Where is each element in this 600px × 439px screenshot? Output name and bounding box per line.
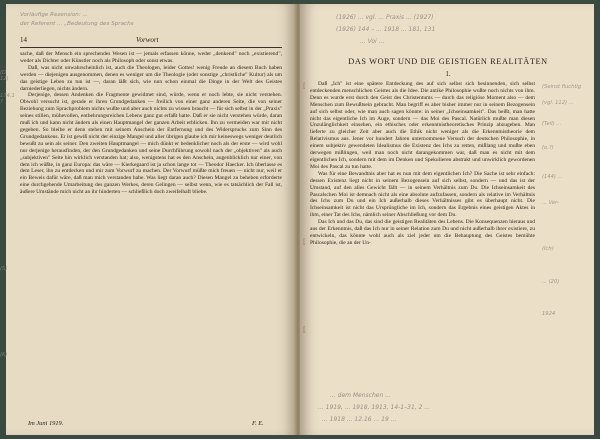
pencil-note: ... dem Menschen ...	[330, 392, 391, 399]
pencil-note: (Seinst fluchtig	[542, 84, 582, 90]
pencil-note: ... 1919, ... 1918, 1913, 14-1–31, 2 ...	[318, 404, 431, 411]
pencil-note: (K)	[0, 352, 8, 359]
paragraph: Was für eine Bewandtnis aber hat es nun mit dem eigentlichen Ich? Die Sache ist sehr einfach: dessen Existenz liegt nicht in seinem Bezogensein auf sich selbst, sondern — und das ist der Umstand, auf den alles Gewicht fällt — in seinem Verhältnis zum Du. Die Ichseinsamkeit des Pascalschen Moi ist demnach nicht als eine absolute aufzufassen, sondern als relative im Verhältnis des Ichs zum Du und ein Ich außerhalb dieses Verhältnisses gibt es überhaupt nicht. Die Ichseinsamkeit ist nicht das Ursprüngliche im Ich, sondern das Ergebnis eines geistigen Aktes in ihm, einer Tat des Ichs, nämlich seiner Abschließung vor dem Du.	[310, 170, 535, 219]
pencil-note: ... Ver-	[542, 200, 559, 207]
pencil-note: (Ich)	[542, 246, 554, 253]
pencil-note: (1926) ... vgl. ... Praxis ... (1927)	[336, 14, 434, 21]
date-line: Im Juni 1919.	[28, 420, 64, 427]
pencil-note: (D 12)	[0, 70, 9, 83]
pencil-note: (S)	[0, 265, 8, 272]
running-head: Vorwort	[136, 36, 159, 44]
pencil-note: ... Voi ...	[360, 38, 385, 45]
pencil-margin-notes	[0, 60, 14, 358]
author-initials: F. E.	[252, 420, 264, 427]
pencil-note: (o.?)	[542, 145, 554, 152]
section-number: 1.	[445, 70, 451, 78]
paragraph: Das Ich und das Du, das sind die geistigen Realitäten des Lebens. Die Konsequenzen hieraus und aus der Erkenntnis, daß das Ich nur in seiner Relation zum Du und nicht außerhalb ihrer existiere, zu entwickeln, das könnte wohl auch als ziel jeder um die Behauptung des Geistes bemühte Philosophie, die an der Un-	[310, 219, 535, 246]
chapter-title: DAS WORT UND DIE GEISTIGEN REALITÄTEN	[348, 57, 548, 66]
pencil-note: ... 1918 ... 12.16 ... 19 ...	[322, 416, 397, 423]
pencil-margin-notes	[542, 84, 594, 318]
page-number: 14	[20, 36, 27, 44]
pencil-bracket: [	[303, 238, 306, 246]
pencil-note: (1926) 144 – ... 1918 ... 181, 131	[336, 26, 436, 33]
paragraph: Daß, was nicht unwahrscheinlich ist, auch die Theologen, leider Gottes! wenig Freude an diesem Buch haben werden — diejenigen ausgenommen, denen es weniger um die Theologie (oder sonstige „christliche" Kultur) als um das geistige Leben zu tun ist —, daran läßt sich, wie nun schon einmal die Dinge in der Welt des Geistes darniederliegen, nichts ändern.	[20, 64, 282, 92]
paragraph: Daß „Ich" ist eine spätere Entdeckung des auf sich selbst sich besinnenden, sich selbst entdeckenden menschlichen Geistes als die Idee. Die antike Philosophie wußte noch nichts von ihm. Denn es wurde erst durch den Geist des Christentums — durch das religiöse Moment also — dem Menschen zum Bewußtsein gebracht. Man begriff es aber bisher immer nur in seinem Bezogensein auf sich selbst oder, wie man auch sagen könnte: in seiner „Ichseinsamkeit". Das heißt, man hatte nicht das eigentliche Ich im Auge, sondern — das Moi des Pascal. Natürlich mußte man diesen Unzulänglichkeit einsehen, ein ethisches oder erkenntnistheoretisches Prinzip abzugeben. Man lieferte zu gleicher Zeit aber auch die Ethik nicht weniger als die Erkenntnistheorie dem Relativismus aus. Jener vor hundert Jahren unternommene Versuch der deutschen Philosophie, in einem subjektiv gewendeten Idealismus die Existenz des Ichs zu retten, mißlang und mußte eben derwegen mißlingen, weil man noch nicht darangekommen war, daß man es nicht mit dem eigentlichen Ich, sondern mit dem im Denken und Spekulieren abstrakt und unwirklich gewordenen Moi des Pascal zu tun hatte.	[310, 81, 535, 170]
pencil-note: 174,1 ?	[0, 92, 15, 106]
header-rule	[20, 47, 282, 48]
pencil-note: der Referent ... „Bedeutung des Sprachs	[20, 21, 134, 27]
pencil-note: (vgl. 112) ...	[542, 100, 574, 107]
paragraph: Derjenige, dessen Andenken die Fragmente gewidmet sind, würde, wenn er noch lebte, sie nicht verstehen. Obwohl versucht ist, gerade er ihren Grundgedanken — freilich von einer ganz anderen Seite, die von seiner Beziehung zum Sprachproblem nichts wußte und aber auch nichts zu wissen braucht — für sich selbst in der „Praxis" seines stillen, mühevollen, entbehrungsreichen Lebens ganz gut erfaßt hatte. Daß er sie nicht verstehen würde, daran muß ich und kann nicht ändern als einen Hauptmangel der ganzen Arbeit erblicken. Ihn zu vermeiden war mir nicht gegeben. So bleibe er denn stehen mit seinem Anschein der Entfernung und des Widerspruchs zum Sinn des Grundgedankens. Er ist gewiß nicht der einzige Mangel und aller übrigen glaube ich mir keineswegs weniger deutlich bewußt zu sein als seiner. Den zweiten Hauptmangel — mich dünkt er bedenklicher noch als der erste — wird wohl nur derjenige herausfinden, der den Grundgedanken und seine Durchführung sowohl nach der „objektiven" als auch „subjektiven" Seite hin wirklich verstanden hat; also, wenigstens hat es den Anschein, augenblicklich nur einer, von dem ich wüßte, in ganz Europa: das wäre — Kierkegaard ist ja schon lange tot — Theodor Haecker. Ich überlasse es dem Leser, ihn zu entdecken und mir zum Vorwurf zu machen. Der Vorwurf müßte mich freuen — nicht nur, weil er ein Beweis dafür wäre, daß man mich verstanden habe. Was liegt daran auch? Diesen Mangel zu beheben erforderte eine durchgehende Umarbeitung des ganzen Werkes, deren Gelingen — selbst wenn, wie es tatsächlich der Fall ist, äußere Umstände mich nicht an ihr hinderten — schließlich doch zweifelhaft bliebe.	[20, 92, 283, 196]
body-text	[20, 51, 282, 196]
pencil-bracket: [	[303, 82, 306, 90]
pencil-note: (144) ...	[542, 173, 563, 180]
pencil-note: (Teil) ...	[542, 120, 562, 127]
body-text	[310, 81, 535, 247]
pencil-note: 1924	[542, 311, 556, 318]
pencil-note: Vorläufige Rezension: ...	[20, 12, 88, 18]
pencil-bracket: [	[303, 326, 306, 334]
left-page	[6, 4, 296, 435]
paragraph: sache, daß der Mensch ein sprechendes Wesen ist — jemals erfassen könne, weder „denkend" noch „existierend", weder als Dichter oder Künstler noch als Philosoph oder sonst etwas.	[20, 51, 282, 64]
pencil-note: ... (20)	[542, 278, 560, 285]
